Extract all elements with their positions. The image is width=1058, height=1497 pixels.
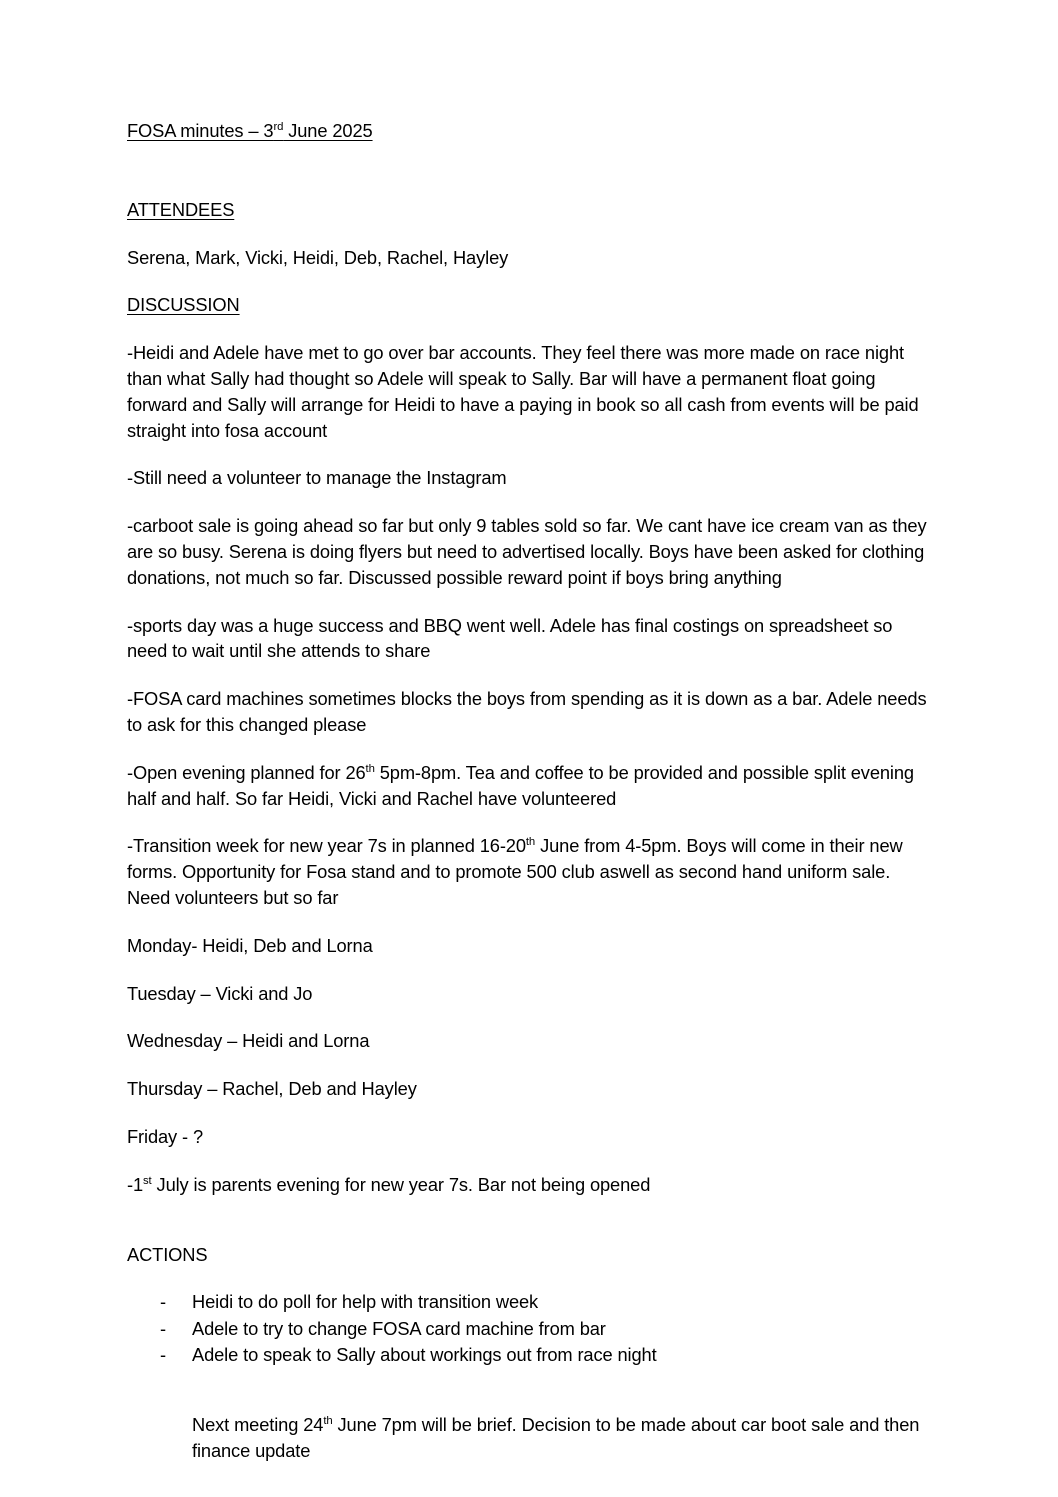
discussion-heading-label: DISCUSSION <box>127 294 240 316</box>
bullet-marker-icon: - <box>160 1344 166 1365</box>
volunteer-day-tuesday: Tuesday – Vicki and Jo <box>127 982 313 1004</box>
spacer <box>127 1150 932 1172</box>
spacer <box>127 1054 932 1076</box>
attendees-heading-label: ATTENDEES <box>127 198 235 220</box>
parents-evening-text-b: July is parents evening for new year 7s. Bar not being opened <box>151 1173 651 1195</box>
spacer <box>127 223 932 245</box>
transition-week-text-a: -Transition week for new year 7s in planned 16-20 <box>127 835 526 857</box>
next-meeting-text-b: June 7pm will be brief. Decision to be made about car boot sale and then finance update <box>192 1414 920 1462</box>
discussion-paragraph-carboot: -carboot sale is going ahead so far but only 9 tables sold so far. We cant have ice cream van as they are so busy. Serena is doing flyers but need to advertised locally. Boys have been asked for clothing donations, not much so far. Discussed possible reward point if boys bring anything <box>127 515 927 588</box>
title-suffix: June 2025 <box>283 120 373 141</box>
transition-week-ordinal-suffix: th <box>525 836 536 849</box>
list-item <box>127 1342 932 1368</box>
spacer <box>127 911 932 933</box>
spacer <box>127 811 932 833</box>
volunteer-day-monday: Monday- Heidi, Deb and Lorna <box>127 934 373 956</box>
open-evening-text-a: -Open evening planned for 26 <box>127 761 366 783</box>
bullet-marker-icon: - <box>160 1291 166 1313</box>
next-meeting-ordinal-suffix: th <box>323 1415 333 1428</box>
volunteer-day-thursday: Thursday – Rachel, Deb and Hayley <box>127 1078 417 1100</box>
discussion-heading <box>127 292 932 318</box>
discussion-paragraph-instagram: -Still need a volunteer to manage the Instagram <box>127 467 507 489</box>
open-evening-ordinal-suffix: th <box>365 762 375 775</box>
open-evening-text-b: 5pm-8pm. Tea and coffee to be provided and possible split evening half and half. So far Heidi, Vicki and Rachel have volunteered <box>127 761 914 809</box>
discussion-paragraph-sports-day: -sports day was a huge success and BBQ went well. Adele has final costings on spreadsheet so need to wait until she attends to share <box>127 614 893 662</box>
spacer <box>127 443 932 465</box>
discussion-paragraph-open-evening <box>127 760 932 812</box>
spacer-before-closing <box>127 1368 932 1412</box>
spacer <box>127 738 932 760</box>
spacer-after-title <box>127 144 932 197</box>
document-body <box>127 118 932 1464</box>
actions-heading: ACTIONS <box>127 1243 208 1265</box>
spacer <box>127 1102 932 1124</box>
next-meeting-text-a: Next meeting 24 <box>192 1414 324 1436</box>
spacer-before-actions <box>127 1198 932 1242</box>
list-item-label: Adele to speak to Sally about workings out from race night <box>192 1344 657 1365</box>
discussion-paragraph-bar-accounts: -Heidi and Adele have met to go over bar accounts. They feel there was more made on race night than what Sally had thought so Adele will speak to Sally. Bar will have a permanent float going forward and Sally will arrange for Heidi to have a paying in book so all cash from events will be paid straight into fosa account <box>127 342 919 441</box>
spacer <box>127 270 932 292</box>
volunteer-day-friday: Friday - ? <box>127 1125 204 1147</box>
closing-paragraph-next-meeting <box>127 1412 932 1464</box>
volunteer-day-wednesday: Wednesday – Heidi and Lorna <box>127 1030 370 1052</box>
attendees-heading <box>127 197 932 223</box>
transition-week-text-b: June from 4-5pm. Boys will come in their new forms. Opportunity for Fosa stand and to promote 500 club aswell as second hand uniform sale. Need volunteers but so far <box>127 835 903 908</box>
spacer <box>127 491 932 513</box>
list-item-label: Heidi to do poll for help with transition week <box>192 1291 539 1313</box>
spacer <box>127 591 932 613</box>
discussion-paragraph-card-machine: -FOSA card machines sometimes blocks the boys from spending as it is down as a bar. Adele needs to ask for this changed please <box>127 688 927 735</box>
title-ordinal-suffix: rd <box>273 120 284 133</box>
spacer <box>127 1267 932 1289</box>
attendees-list: Serena, Mark, Vicki, Heidi, Deb, Rachel, Hayley <box>127 246 509 268</box>
parents-evening-ordinal-suffix: st <box>143 1174 152 1187</box>
bullet-marker-icon: - <box>160 1317 166 1339</box>
spacer <box>127 1006 932 1028</box>
list-item <box>127 1316 932 1342</box>
spacer <box>127 664 932 686</box>
parents-evening-text-a: -1 <box>127 1173 144 1195</box>
discussion-paragraph-parents-evening <box>127 1172 932 1198</box>
discussion-paragraph-transition-week <box>127 833 932 910</box>
actions-list <box>127 1289 932 1368</box>
document-title <box>127 118 932 144</box>
title-prefix: FOSA minutes – 3 <box>127 120 274 141</box>
spacer <box>127 959 932 981</box>
list-item <box>127 1289 932 1315</box>
list-item-label: Adele to try to change FOSA card machine from bar <box>192 1317 606 1339</box>
spacer <box>127 318 932 340</box>
